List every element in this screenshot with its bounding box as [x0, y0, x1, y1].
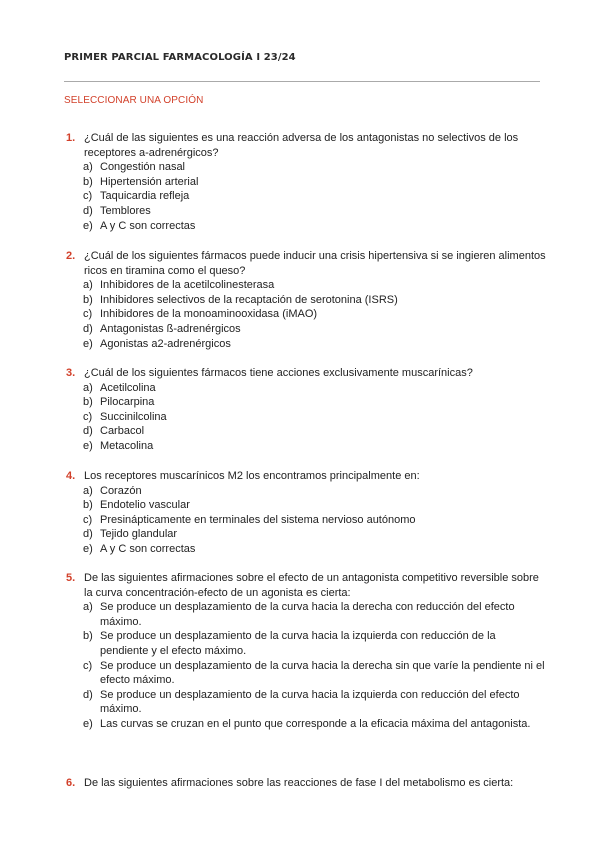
- option-d[interactable]: [66, 204, 546, 219]
- option-e[interactable]: [66, 439, 546, 454]
- option-letter: e): [83, 542, 93, 555]
- option-b[interactable]: [66, 293, 546, 308]
- option-text: Congestión nasal: [100, 161, 186, 174]
- option-text: Tejido glandular: [100, 528, 178, 541]
- question-1: [66, 131, 546, 233]
- option-letter: d): [83, 204, 93, 217]
- question-number: 5.: [66, 572, 76, 584]
- option-text: Se produce un desplazamiento de la curva hacia la izquierda con reducción de la pendiente y el efecto máximo.: [100, 630, 496, 657]
- question-4: [66, 469, 546, 557]
- option-letter: a): [83, 381, 93, 394]
- option-letter: c): [83, 513, 93, 526]
- option-letter: d): [83, 322, 93, 335]
- question-number: 2.: [66, 250, 76, 262]
- option-list: [66, 600, 546, 731]
- question-text: ¿Cuál de los siguientes fármacos tiene acciones exclusivamente muscarínicas?: [84, 367, 473, 379]
- option-letter: d): [83, 425, 93, 438]
- option-e[interactable]: [66, 219, 546, 234]
- option-text: Agonistas a2-adrenérgicos: [100, 337, 231, 350]
- option-letter: d): [83, 688, 93, 701]
- option-d[interactable]: [66, 322, 546, 337]
- question-2: [66, 249, 546, 351]
- option-letter: e): [83, 337, 93, 350]
- option-c[interactable]: [66, 307, 546, 322]
- option-letter: c): [83, 308, 93, 321]
- question-text: ¿Cuál de las siguientes es una reacción adversa de los antagonistas no selectivos de los receptores a-adrenérgicos?: [84, 132, 519, 159]
- option-c[interactable]: [66, 410, 546, 425]
- option-letter: b): [83, 630, 93, 643]
- option-text: Succinilcolina: [100, 410, 167, 423]
- option-text: Hipertensión arterial: [100, 175, 199, 188]
- option-e[interactable]: [66, 542, 546, 557]
- option-text: Inhibidores de la monoaminooxidasa (iMAO): [100, 308, 318, 321]
- title-divider: [64, 81, 540, 82]
- option-text: A y C son correctas: [100, 542, 196, 555]
- option-d[interactable]: [66, 688, 546, 717]
- option-letter: d): [83, 528, 93, 541]
- option-text: Se produce un desplazamiento de la curva hacia la derecha sin que varíe la pendiente ni el efecto máximo.: [100, 659, 545, 687]
- option-letter: e): [83, 717, 93, 730]
- option-text: Endotelio vascular: [100, 499, 190, 512]
- option-b[interactable]: [66, 498, 546, 513]
- option-list: [66, 160, 546, 233]
- option-letter: a): [83, 161, 93, 174]
- option-text: Inhibidores selectivos de la recaptación de serotonina (ISRS): [100, 293, 398, 306]
- option-text: Se produce un desplazamiento de la curva hacia la derecha con reducción del efecto máximo.: [100, 601, 515, 628]
- option-text: A y C son correctas: [100, 219, 196, 232]
- option-text: Presinápticamente en terminales del sistema nervioso autónomo: [100, 513, 416, 526]
- option-letter: a): [83, 601, 93, 614]
- option-letter: b): [83, 396, 93, 409]
- option-text: Metacolina: [100, 439, 154, 452]
- option-text: Corazón: [100, 484, 142, 497]
- question-6: [66, 776, 546, 791]
- question-text: De las siguientes afirmaciones sobre las reacciones de fase I del metabolismo es cierta:: [84, 777, 514, 789]
- question-text: De las siguientes afirmaciones sobre el efecto de un antagonista competitivo reversible sobre la curva concentración-efecto de un agonista es cierta:: [84, 572, 539, 599]
- question-number: 4.: [66, 470, 76, 482]
- option-text: Pilocarpina: [100, 396, 155, 409]
- option-letter: b): [83, 175, 93, 188]
- option-b[interactable]: [66, 629, 546, 658]
- option-text: Inhibidores de la acetilcolinesterasa: [100, 279, 275, 292]
- option-text: Las curvas se cruzan en el punto que corresponde a la eficacia máxima del antagonista.: [100, 717, 531, 730]
- option-list: [66, 278, 546, 351]
- option-b[interactable]: [66, 395, 546, 410]
- question-text: ¿Cuál de los siguientes fármacos puede inducir una crisis hipertensiva si se ingieren alimentos ricos en tiramina como el queso?: [84, 250, 546, 277]
- option-letter: a): [83, 279, 93, 292]
- option-text: Taquicardia refleja: [100, 190, 190, 203]
- option-a[interactable]: [66, 484, 546, 499]
- option-e[interactable]: [66, 337, 546, 352]
- option-c[interactable]: [66, 659, 546, 688]
- option-letter: c): [83, 410, 93, 423]
- option-letter: b): [83, 499, 93, 512]
- option-letter: b): [83, 293, 93, 306]
- option-c[interactable]: [66, 513, 546, 528]
- option-a[interactable]: [66, 600, 546, 629]
- question-text: Los receptores muscarínicos M2 los encontramos principalmente en:: [84, 470, 420, 482]
- option-b[interactable]: [66, 175, 546, 190]
- option-text: Temblores: [100, 204, 151, 217]
- question-number: 6.: [66, 777, 76, 789]
- question-5: [66, 571, 546, 732]
- question-number: 3.: [66, 367, 76, 379]
- option-letter: e): [83, 439, 93, 452]
- option-list: [66, 381, 546, 454]
- document-title: PRIMER PARCIAL FARMACOLOGÍA I 23/24: [64, 52, 296, 63]
- option-text: Carbacol: [100, 425, 145, 438]
- question-number: 1.: [66, 132, 76, 144]
- option-letter: e): [83, 219, 93, 232]
- instruction-text: SELECCIONAR UNA OPCIÓN: [64, 95, 204, 106]
- option-text: Acetilcolina: [100, 381, 156, 394]
- option-letter: a): [83, 484, 93, 497]
- option-d[interactable]: [66, 424, 546, 439]
- option-text: Antagonistas ß-adrenérgicos: [100, 322, 241, 335]
- option-letter: c): [83, 190, 93, 203]
- option-e[interactable]: [66, 717, 546, 732]
- question-3: [66, 366, 546, 454]
- option-letter: c): [83, 659, 93, 672]
- option-a[interactable]: [66, 160, 546, 175]
- option-a[interactable]: [66, 278, 546, 293]
- option-d[interactable]: [66, 527, 546, 542]
- option-list: [66, 484, 546, 557]
- option-c[interactable]: [66, 189, 546, 204]
- option-a[interactable]: [66, 381, 546, 396]
- option-text: Se produce un desplazamiento de la curva hacia la izquierda con reducción del efecto máximo.: [100, 688, 520, 716]
